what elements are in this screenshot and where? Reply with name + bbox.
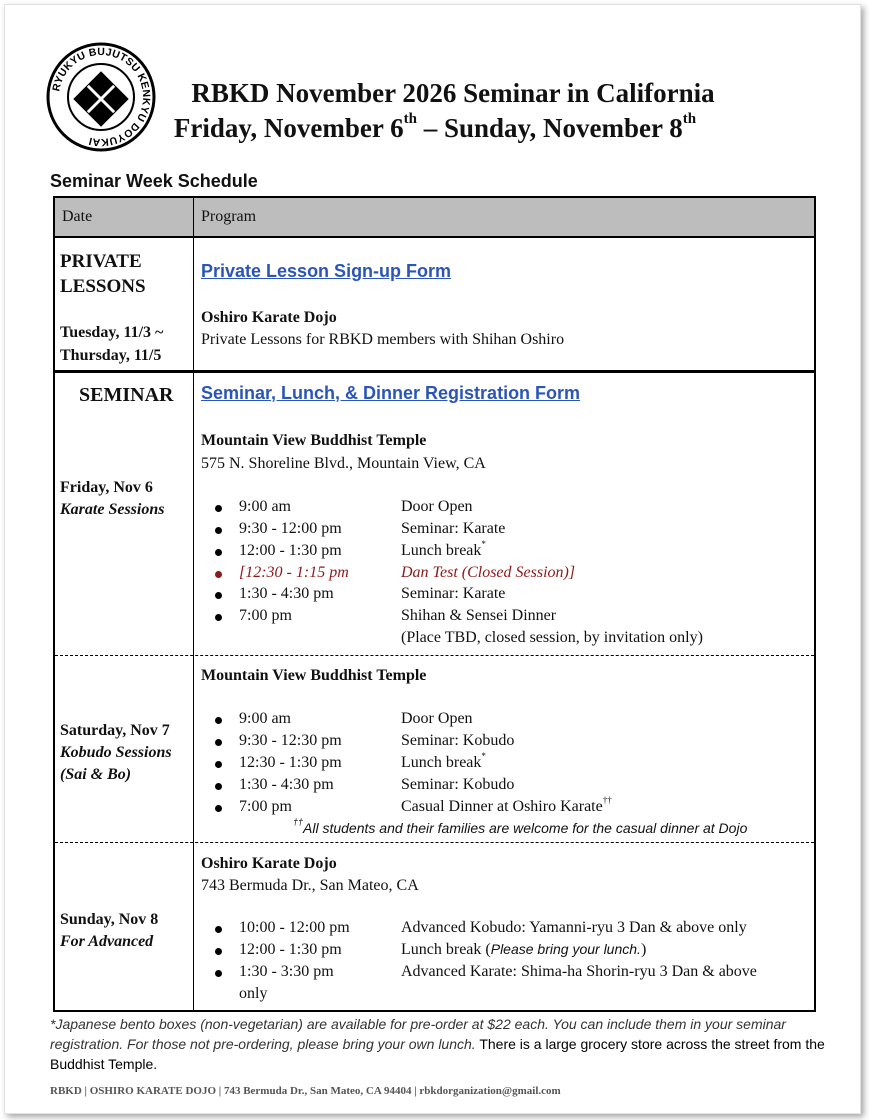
col-header-program: Program	[201, 208, 257, 225]
private-desc: Private Lessons for RBKD members with Shihan Oshiro	[201, 331, 565, 348]
day-divider-sat	[55, 655, 814, 656]
private-lesson-signup-link[interactable]: Private Lesson Sign-up Form	[201, 261, 452, 281]
day-divider-sun	[55, 842, 814, 843]
saturday-date-cell: Saturday, Nov 7 Kobudo Sessions (Sai & Bo)	[60, 722, 172, 783]
saturday-venue: Mountain View Buddhist Temple	[201, 667, 427, 684]
friday-venue: Mountain View Buddhist Temple	[201, 432, 427, 449]
seminar-label: SEMINAR	[79, 384, 174, 406]
friday-dinner-note: (Place TBD, closed session, by invitation only)	[401, 629, 703, 646]
friday-address: 575 N. Shoreline Blvd., Mountain View, CA	[201, 455, 486, 472]
logo-ring-text: RYUKYU BUJUTSU KENKYU DOYUKAI	[50, 45, 153, 149]
bento-footnote: *Japanese bento boxes (non-vegetarian) are available for pre-order at $22 each. You can include them in your seminar registration. For those not pre-ordering, please bring your own lunch. There is a large grocery store across the street from the Buddhist Temple.	[50, 1016, 825, 1072]
page-footer: RBKD | OSHIRO KARATE DOJO | 743 Bermuda Dr., San Mateo, CA 94404 | rbkdorganization@gmail.com	[50, 1085, 561, 1097]
private-lessons-label: PRIVATE LESSONS	[60, 251, 146, 297]
sunday-venue: Oshiro Karate Dojo	[201, 855, 337, 872]
page-title: RBKD November 2026 Seminar in California	[191, 78, 715, 108]
table-header	[55, 198, 814, 238]
section-heading: Seminar Week Schedule	[50, 171, 258, 191]
sunday-address: 743 Bermuda Dr., San Mateo, CA	[201, 877, 419, 894]
schedule-table: Date Program PRIVATE LESSONS Tuesday, 11/3 ~ Thursday, 11/5 Private Lesson Sign-up Form Oshiro Karate Dojo Private Lessons for RBKD members with Shihan Oshiro SEMINAR Seminar, Lunch, & Dinner Registration Form Friday, Nov 6 Karate Sessions Mountain View Buddhist Temple 575 N. Shoreline Blvd., Mountain View, CA 9:00 am Door Open 9:30 - 12:00 pm Seminar: Karate 12:00 - 1:30 pm Lunch break* [12:30 - 1:15 pm Dan Test (Closed Session)] 1:30 - 4:30 pm Seminar: Karate 7:00 pm Shihan & Sensei Dinner (Place TBD, closed session, by invitation only) Saturday, Nov 7 Kobudo Sessions (Sai & Bo) Mountain View Buddhist Temple 9:00 am Door Open 9:30 - 12:30 pm Seminar: Kobudo 12:30 - 1:30 pm Lunch break* 1:30 - 4:30 pm Seminar: Kobudo 7:00 pm Casual Dinner at Oshiro Karate†† ††All students and their families are welcome for the casual dinner at Dojo Sunday, Nov 8 For Advanced Oshiro Karate Dojo 743 Bermuda Dr., San Mateo, CA 10:00 - 12:00 pm Advanced Kobudo: Yamanni-ryu 3 Dan & above only 12:00 - 1:30 pm Lunch break (Please bring your lunch.) 1:30 - 3:30 pm Advanced Karate: Shima-ha Shorin-ryu 3 Dan & above only	[53, 196, 816, 1012]
section-divider	[55, 370, 814, 373]
seminar-registration-link[interactable]: Seminar, Lunch, & Dinner Registration Form	[201, 383, 581, 403]
page-subtitle: Friday, November 6th – Sunday, November 8th	[173, 111, 697, 143]
column-divider	[193, 198, 194, 1010]
friday-date-cell: Friday, Nov 6 Karate Sessions	[60, 479, 165, 518]
sunday-date-cell: Sunday, Nov 8 For Advanced	[60, 911, 159, 950]
private-lessons-dates: Tuesday, 11/3 ~ Thursday, 11/5	[60, 324, 164, 364]
sunday-row-3-wrap: only	[239, 985, 268, 1002]
saturday-dinner-note: ††All students and their families are welcome for the casual dinner at Dojo	[293, 817, 748, 836]
private-venue: Oshiro Karate Dojo	[201, 309, 337, 326]
col-header-date: Date	[62, 208, 93, 225]
